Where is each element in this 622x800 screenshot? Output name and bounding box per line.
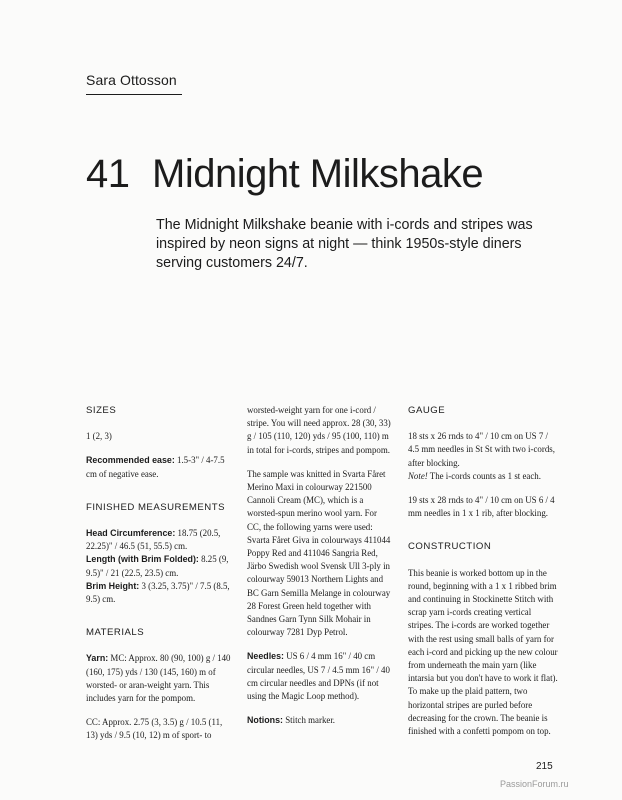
watermark: PassionForum.ru	[500, 779, 569, 789]
column-middle	[247, 404, 393, 738]
needles	[247, 650, 393, 703]
head-label: Head Circumference:	[86, 528, 176, 539]
gauge-heading: GAUGE	[408, 405, 446, 416]
length-label: Length (with Brim Folded):	[86, 554, 199, 565]
column-right	[408, 404, 558, 749]
notions	[247, 714, 393, 727]
materials-heading: MATERIALS	[86, 627, 145, 639]
needles-text: US 6 / 4 mm 16" / 40 cm circular needles, US 7 / 4.5 mm 16" / 40 cm circular needles and DPNs (if not using the Magic Loop method).	[247, 651, 390, 702]
sizes-heading: SIZES	[86, 405, 117, 416]
pattern-title: Midnight Milkshake	[152, 152, 484, 196]
gauge-note	[408, 470, 558, 483]
recommended-ease	[86, 454, 232, 480]
intro-paragraph: The Midnight Milkshake beanie with i-cords and stripes was inspired by neon signs at night — think 1950s-style diners serving customers 24/7.	[156, 217, 533, 271]
cc-continued: worsted-weight yarn for one i-cord / stripe. You will need approx. 28 (30, 33) g / 105 (110, 120) yds / 95 (100, 110) m in total for i-cords, stripes and pompom.	[247, 405, 391, 455]
length	[86, 553, 232, 579]
column-left	[86, 404, 232, 754]
needles-label: Needles:	[247, 651, 284, 662]
gauge-stockinette: 18 sts x 26 rnds to 4" / 10 cm on US 7 / 4.5 mm needles in St St with two i-cords, after blocking.	[408, 431, 555, 468]
note-text: The i-cords counts as 1 st each.	[427, 470, 541, 481]
construction-text: This beanie is worked bottom up in the round, beginning with a 1 x 1 ribbed brim and continuing in Stockinette Stitch with scrap yarn i-cords creating vertical stripes. The i-cords are worked together with the rest using small balls of yarn for each i-cord and picking up the new colour from underneath the main yarn (like intarsia but you don't have to work it flat). To make up the plaid pattern, two horizontal stripes are purled before decreasing for the crown. The beanie is finished with a confetti pompom on top.	[408, 567, 558, 737]
yarn-text: MC: Approx. 80 (90, 100) g / 140 (160, 175) yds / 130 (145, 160) m of worsted- or aran-weight yarn. This includes yarn for the pompom.	[86, 653, 231, 704]
note-label: Note!	[408, 470, 428, 481]
pattern-title-row	[86, 150, 483, 198]
brim-text: 3 (3.25, 3.75)" / 7.5 (8.5, 9.5) cm.	[86, 580, 230, 605]
gauge-rib: 19 sts x 28 rnds to 4" / 10 cm on US 6 / 4 mm needles in 1 x 1 rib, after blocking.	[408, 495, 555, 519]
notions-text: Stitch marker.	[283, 715, 336, 726]
pattern-number: 41	[86, 152, 130, 196]
yarn-label: Yarn:	[86, 653, 109, 664]
yarn-mc	[86, 652, 232, 705]
ease-label: Recommended ease:	[86, 455, 175, 466]
ease-text: 1.5-3" / 4-7.5 cm of negative ease.	[86, 455, 225, 479]
brim-label: Brim Height:	[86, 580, 140, 591]
length-text: 8.25 (9, 9.5)" / 21 (22.5, 23.5) cm.	[86, 554, 229, 578]
sample-yarns: The sample was knitted in Svarta Fåret Merino Maxi in colourway 221500 Cannoli Cream (MC), which is a worsted-spun merino wool yarn. For CC, the following yarns were used: Svarta Fåret Giva in colourways 411044 Poppy Red and 411046 Sangria Red, Järbo Swedish wool Svensk Ull 3-ply in colourway 59013 Northern Lights and BC Garn Semilla Melange in colourway 28 Forest Green held together with Sandnes Garn Tynn Silk Mohair in colourway 7281 Dyp Petrol.	[247, 468, 391, 638]
yarn-cc: CC: Approx. 2.75 (3, 3.5) g / 10.5 (11, 13) yds / 9.5 (10, 12) m of sport- to	[86, 717, 223, 741]
brim-height	[86, 580, 232, 606]
construction-heading: CONSTRUCTION	[408, 541, 492, 553]
author-underline	[86, 94, 182, 95]
page-number: 215	[536, 761, 553, 772]
head-circumference	[86, 527, 232, 553]
sizes-value: 1 (2, 3)	[86, 431, 112, 442]
finished-measurements-heading: FINISHED MEASUREMENTS	[86, 501, 225, 513]
notions-label: Notions:	[247, 715, 283, 726]
head-text: 18.75 (20.5, 22.25)" / 46.5 (51, 55.5) cm.	[86, 528, 221, 552]
author-name: Sara Ottosson	[86, 72, 177, 88]
